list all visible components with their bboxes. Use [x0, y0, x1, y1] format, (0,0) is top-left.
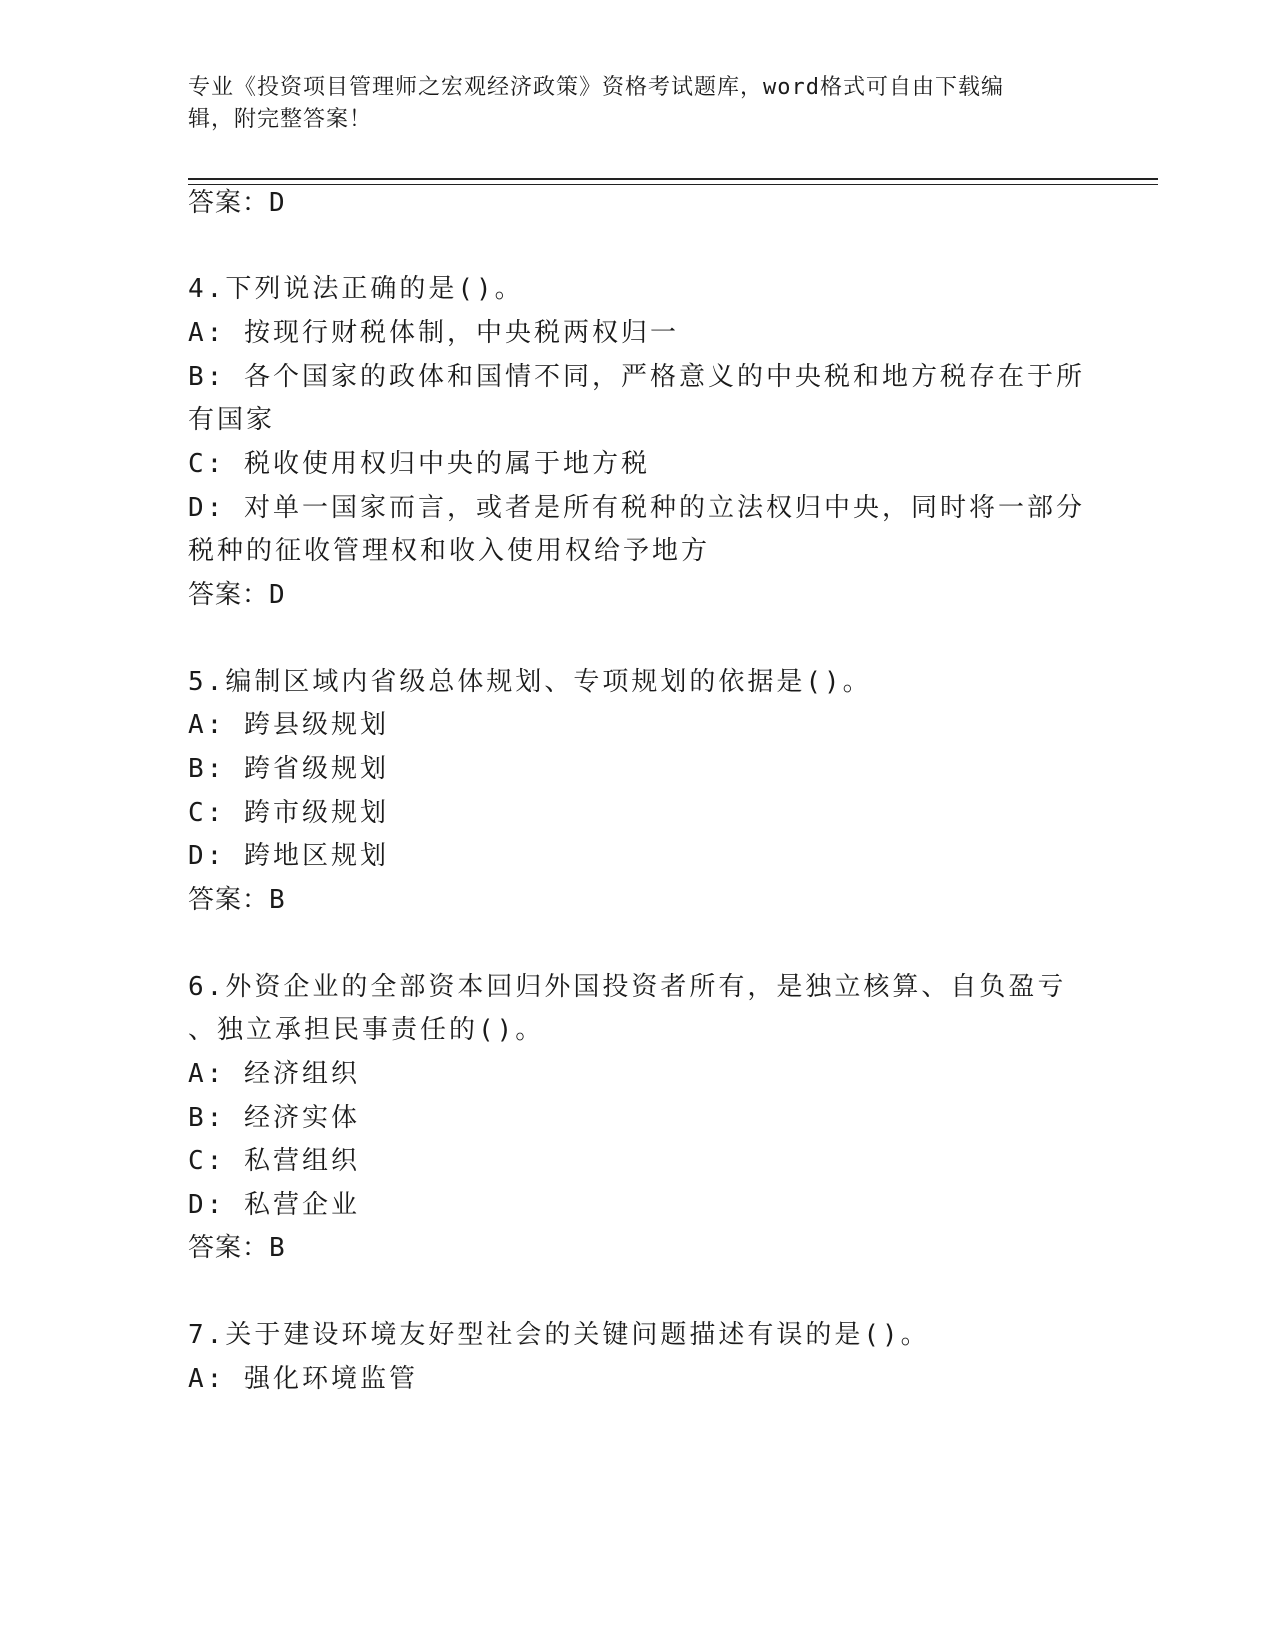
- answer-label: 答案：: [188, 188, 270, 218]
- question-6-option-b: [188, 1101, 360, 1135]
- option-label: A:: [188, 1059, 226, 1089]
- option-text: 强化环境监管: [243, 1364, 418, 1394]
- question-number: 6.: [188, 972, 226, 1002]
- question-4-option-b: [188, 360, 1085, 394]
- question-6-option-a: [188, 1057, 360, 1091]
- option-label: D:: [188, 841, 226, 871]
- document-intro: [188, 72, 1088, 136]
- question-5-option-c: [188, 796, 389, 830]
- option-label: A:: [188, 710, 226, 740]
- question-4-option-d: [188, 491, 1085, 525]
- question-4-option-c: [188, 447, 650, 481]
- question-7-stem: [188, 1318, 930, 1352]
- question-4-stem: [188, 272, 524, 306]
- option-label: A:: [188, 1364, 226, 1394]
- question-number: 7.: [188, 1320, 226, 1350]
- answer-value: B: [269, 885, 286, 915]
- option-text: 私营组织: [243, 1146, 360, 1176]
- option-text: 对单一国家而言，或者是所有税种的立法权归中央，同时将一部分: [243, 493, 1085, 523]
- question-text: 、独立承担民事责任的()。: [188, 1015, 545, 1045]
- answer-value: D: [269, 188, 286, 218]
- question-6-option-c: [188, 1144, 360, 1178]
- option-text: 经济组织: [243, 1059, 360, 1089]
- question-6-stem: [188, 970, 1066, 1004]
- option-text: 有国家: [188, 405, 276, 435]
- answer-value: D: [269, 580, 286, 610]
- answer-value: B: [269, 1233, 286, 1263]
- option-text: 跨市级规划: [243, 798, 389, 828]
- option-label: B:: [188, 362, 226, 392]
- option-label: B:: [188, 1103, 226, 1133]
- question-number: 4.: [188, 274, 226, 304]
- question-4-option-b-cont: [188, 403, 275, 437]
- question-text: 外资企业的全部资本回归外国投资者所有，是独立核算、自负盈亏: [225, 972, 1067, 1002]
- intro-line-1: 专业《投资项目管理师之宏观经济政策》资格考试题库，word格式可自由下载编: [188, 75, 1004, 100]
- answer-label: 答案：: [188, 885, 270, 915]
- option-label: C:: [188, 449, 226, 479]
- question-text: 编制区域内省级总体规划、专项规划的依据是()。: [225, 667, 872, 697]
- answer-q6: [188, 1231, 286, 1265]
- answer-label: 答案：: [188, 1233, 270, 1263]
- option-label: B:: [188, 754, 226, 784]
- header-rule-thin: [188, 184, 1158, 185]
- question-text: 下列说法正确的是()。: [225, 274, 524, 304]
- option-label: D:: [188, 493, 226, 523]
- question-4-option-a: [188, 316, 679, 350]
- option-label: C:: [188, 1146, 226, 1176]
- question-4-option-d-cont: [188, 534, 710, 568]
- question-6-stem-cont: [188, 1013, 544, 1047]
- option-text: 跨省级规划: [243, 754, 389, 784]
- intro-line-2: 辑，附完整答案！: [188, 107, 373, 132]
- option-text: 经济实体: [243, 1103, 360, 1133]
- option-text: 税种的征收管理权和收入使用权给予地方: [188, 536, 711, 566]
- option-text: 跨县级规划: [243, 710, 389, 740]
- option-text: 私营企业: [243, 1190, 360, 1220]
- question-7-option-a: [188, 1362, 418, 1396]
- question-5-stem: [188, 665, 872, 699]
- option-text: 税收使用权归中央的属于地方税: [243, 449, 650, 479]
- question-5-option-d: [188, 839, 389, 873]
- question-text: 关于建设环境友好型社会的关键问题描述有误的是()。: [225, 1320, 930, 1350]
- option-label: D:: [188, 1190, 226, 1220]
- header-rule-thick: [188, 178, 1158, 180]
- answer-q4: [188, 578, 286, 612]
- answer-q5: [188, 883, 286, 917]
- answer-q3: [188, 186, 286, 220]
- option-text: 跨地区规划: [243, 841, 389, 871]
- question-5-option-a: [188, 708, 389, 742]
- answer-label: 答案：: [188, 580, 270, 610]
- question-number: 5.: [188, 667, 226, 697]
- question-6-option-d: [188, 1188, 360, 1222]
- question-5-option-b: [188, 752, 389, 786]
- option-label: A:: [188, 318, 226, 348]
- option-label: C:: [188, 798, 226, 828]
- option-text: 按现行财税体制，中央税两权归一: [243, 318, 679, 348]
- option-text: 各个国家的政体和国情不同，严格意义的中央税和地方税存在于所: [243, 362, 1085, 392]
